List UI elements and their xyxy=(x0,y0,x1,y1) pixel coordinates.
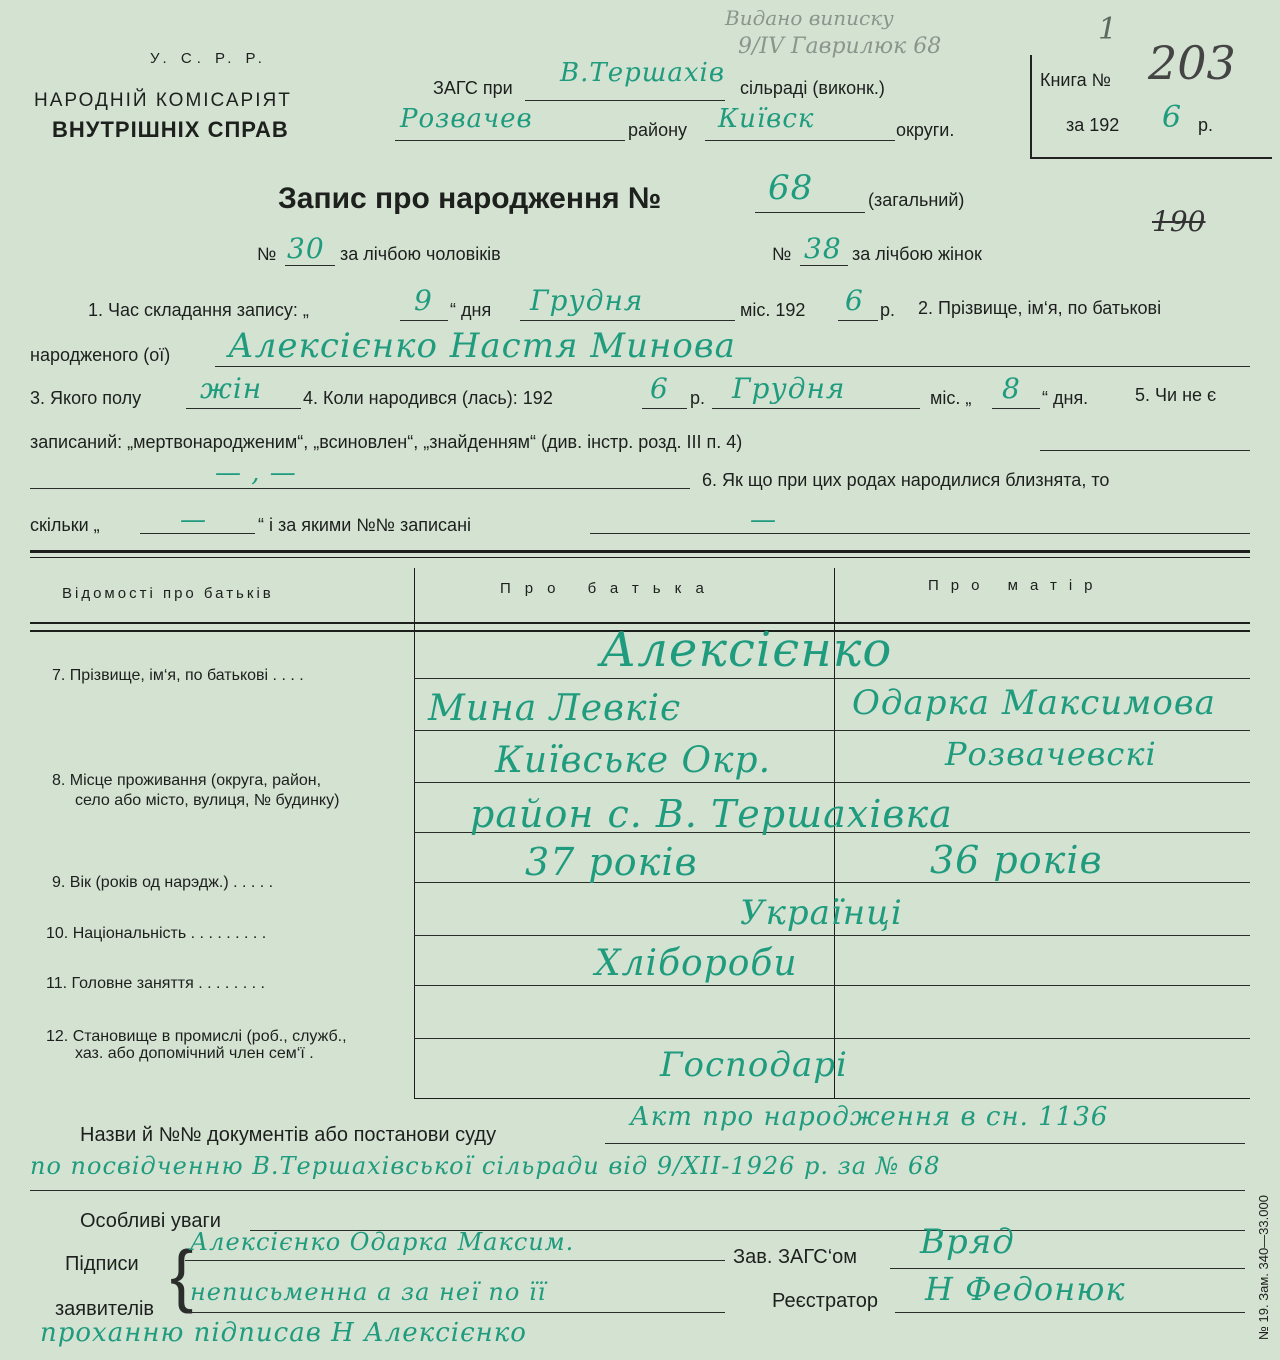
f4-day-suffix: “ дня. xyxy=(1042,388,1089,408)
row-7-label: 7. Прізвище, ім‘я, по батькові . . . . xyxy=(52,667,304,684)
docs-line-2: по посвідченню В.Тершахівської сільради від 9/XII-1926 р. за № 68 xyxy=(30,1152,941,1180)
row-8-label-line1: 8. Місце проживання (округа, район, xyxy=(52,772,322,789)
f6-label-b: скільки „ xyxy=(30,515,100,535)
applicant-line-3: проханню підписав Н Алексієнко xyxy=(40,1318,527,1348)
district-label: району xyxy=(628,120,688,140)
applicant-line-1: Алексієнко Одарка Максим. xyxy=(190,1228,575,1256)
women-count: 38 xyxy=(804,232,842,265)
twins-numbers: — xyxy=(750,505,777,535)
f1-year-prefix: міс. 192 xyxy=(740,300,806,320)
f3-label: 3. Якого полу xyxy=(30,388,142,408)
zags-head-signature: Вряд xyxy=(920,1222,1015,1262)
book-label: Книга № xyxy=(1040,70,1111,90)
women-label: за лічбою жінок xyxy=(852,244,982,264)
crossed-number: 190 xyxy=(1152,205,1206,238)
child-sex: жін xyxy=(200,372,263,405)
f6-label: 6. Як що при цих родах народилися близнята, то xyxy=(702,470,1110,490)
father-place-1: Київське Окр. xyxy=(495,740,772,781)
birth-year: 6 xyxy=(650,372,669,405)
f4-label: 4. Коли народився (лась): 192 xyxy=(303,388,553,408)
corner-mark: 1 xyxy=(1098,12,1118,47)
zags-prefix: ЗАГС при xyxy=(433,78,513,98)
row-10-label: 10. Національність . . . . . . . . . xyxy=(46,925,267,942)
village-field: В.Тершахів xyxy=(560,58,725,88)
commissariat-line2: ВНУТРІШНІХ СПРАВ xyxy=(52,117,289,142)
status: Господарі xyxy=(660,1045,848,1085)
commissariat-line1: НАРОДНІЙ КОМІСАРІЯТ xyxy=(34,90,292,111)
issued-date-annotation: 9/IV Гаврилюк 68 xyxy=(738,34,942,59)
book-year-suffix: р. xyxy=(1198,115,1214,135)
okrug-label: округи. xyxy=(896,120,955,140)
book-year-prefix: за 192 xyxy=(1066,115,1120,135)
registrar-signature: Н Федонюк xyxy=(925,1270,1126,1308)
father-age: 37 років xyxy=(525,840,698,884)
row-8-label-line2: село або місто, вулиця, № будинку) xyxy=(75,792,340,809)
men-label: за лічбою чоловіків xyxy=(340,244,501,264)
table-header-father: Про батька xyxy=(500,580,718,597)
zags-head-label: Зав. ЗАГС‘ом xyxy=(733,1246,858,1268)
record-number: 68 xyxy=(768,168,814,208)
row-12-label-line2: хаз. або допомічний член сем‘ї . xyxy=(75,1045,314,1062)
record-title-suffix: (загальний) xyxy=(868,190,965,210)
signatures-label: Підписи xyxy=(65,1253,139,1275)
mother-name: Одарка Максимова xyxy=(852,683,1216,723)
mother-age: 36 років xyxy=(930,838,1103,882)
f1-day-suffix: “ дня xyxy=(450,300,492,320)
record-title: Запис про народження № xyxy=(278,182,662,215)
applicants-label: заявителів xyxy=(55,1298,155,1320)
family-surname: Алексієнко xyxy=(600,622,893,678)
f5-label-b: записаний: „мертвонародженим“, „всиновлен“, „знайденням“ (див. інстр. розд. III п. 4) xyxy=(30,432,743,452)
child-name: Алексієнко Настя Минова xyxy=(228,326,736,366)
f2-label-b: народженого (ої) xyxy=(30,345,171,365)
mother-place-1: Розвачевскі xyxy=(945,735,1157,773)
twins-count: — xyxy=(180,505,207,535)
book-number: 203 xyxy=(1148,36,1236,90)
women-prefix: № xyxy=(772,244,792,264)
f5-label: 5. Чи не є xyxy=(1135,385,1217,405)
f2-label: 2. Прізвище, ім‘я, по батькові xyxy=(918,298,1162,318)
row-11-label: 11. Головне заняття . . . . . . . . xyxy=(46,975,265,992)
notes-label: Особливі уваги xyxy=(80,1210,221,1232)
father-name: Мина Левкіє xyxy=(428,688,682,729)
form-print-info: № 19. Зам. 340—33.000 xyxy=(1256,1195,1271,1340)
place-line-2: район с. В. Тершахівка xyxy=(470,792,953,836)
f6-label-c: “ і за якими №№ записані xyxy=(258,515,472,535)
applicant-line-2: неписьменна а за неї по її xyxy=(190,1278,547,1306)
row-9-label: 9. Вік (років од нарэдж.) . . . . . xyxy=(52,874,274,891)
f1-year: 6 xyxy=(845,284,864,317)
registrar-label: Реєстратор xyxy=(772,1290,878,1312)
occupation: Хлібороби xyxy=(595,943,798,984)
table-header-mother: Про матір xyxy=(928,577,1105,594)
f5-answer: — , — xyxy=(215,458,297,488)
f1-day: 9 xyxy=(414,284,433,317)
docs-line-1: Акт про народження в сн. 1136 xyxy=(630,1102,1109,1132)
book-year: 6 xyxy=(1162,100,1183,135)
men-prefix: № xyxy=(257,244,277,264)
signatures-brace: { xyxy=(170,1236,194,1314)
birth-month: Грудня xyxy=(732,372,846,405)
birth-day: 8 xyxy=(1002,372,1021,405)
f4-day-prefix: міс. „ xyxy=(930,388,972,408)
issued-annotation: Видано виписку xyxy=(725,6,894,30)
f1-label: 1. Час складання запису: „ xyxy=(88,300,309,320)
council-label: сільраді (виконк.) xyxy=(740,78,885,98)
f4-year-suffix: р. xyxy=(690,388,706,408)
okrug-field: Київск xyxy=(718,104,815,134)
f1-year-suffix: р. xyxy=(880,300,896,320)
nationality: Українці xyxy=(740,893,903,933)
district-field: Розвачев xyxy=(400,104,533,134)
table-header-parents: Відомості про батьків xyxy=(62,585,274,602)
docs-label: Назви й №№ документів або постанови суду xyxy=(80,1124,497,1146)
f1-month: Грудня xyxy=(530,284,644,317)
men-count: 30 xyxy=(287,232,325,265)
ussr-label: У. С. Р. Р. xyxy=(150,50,267,67)
row-12-label-line1: 12. Становище в промислі (роб., служб., xyxy=(46,1028,347,1045)
